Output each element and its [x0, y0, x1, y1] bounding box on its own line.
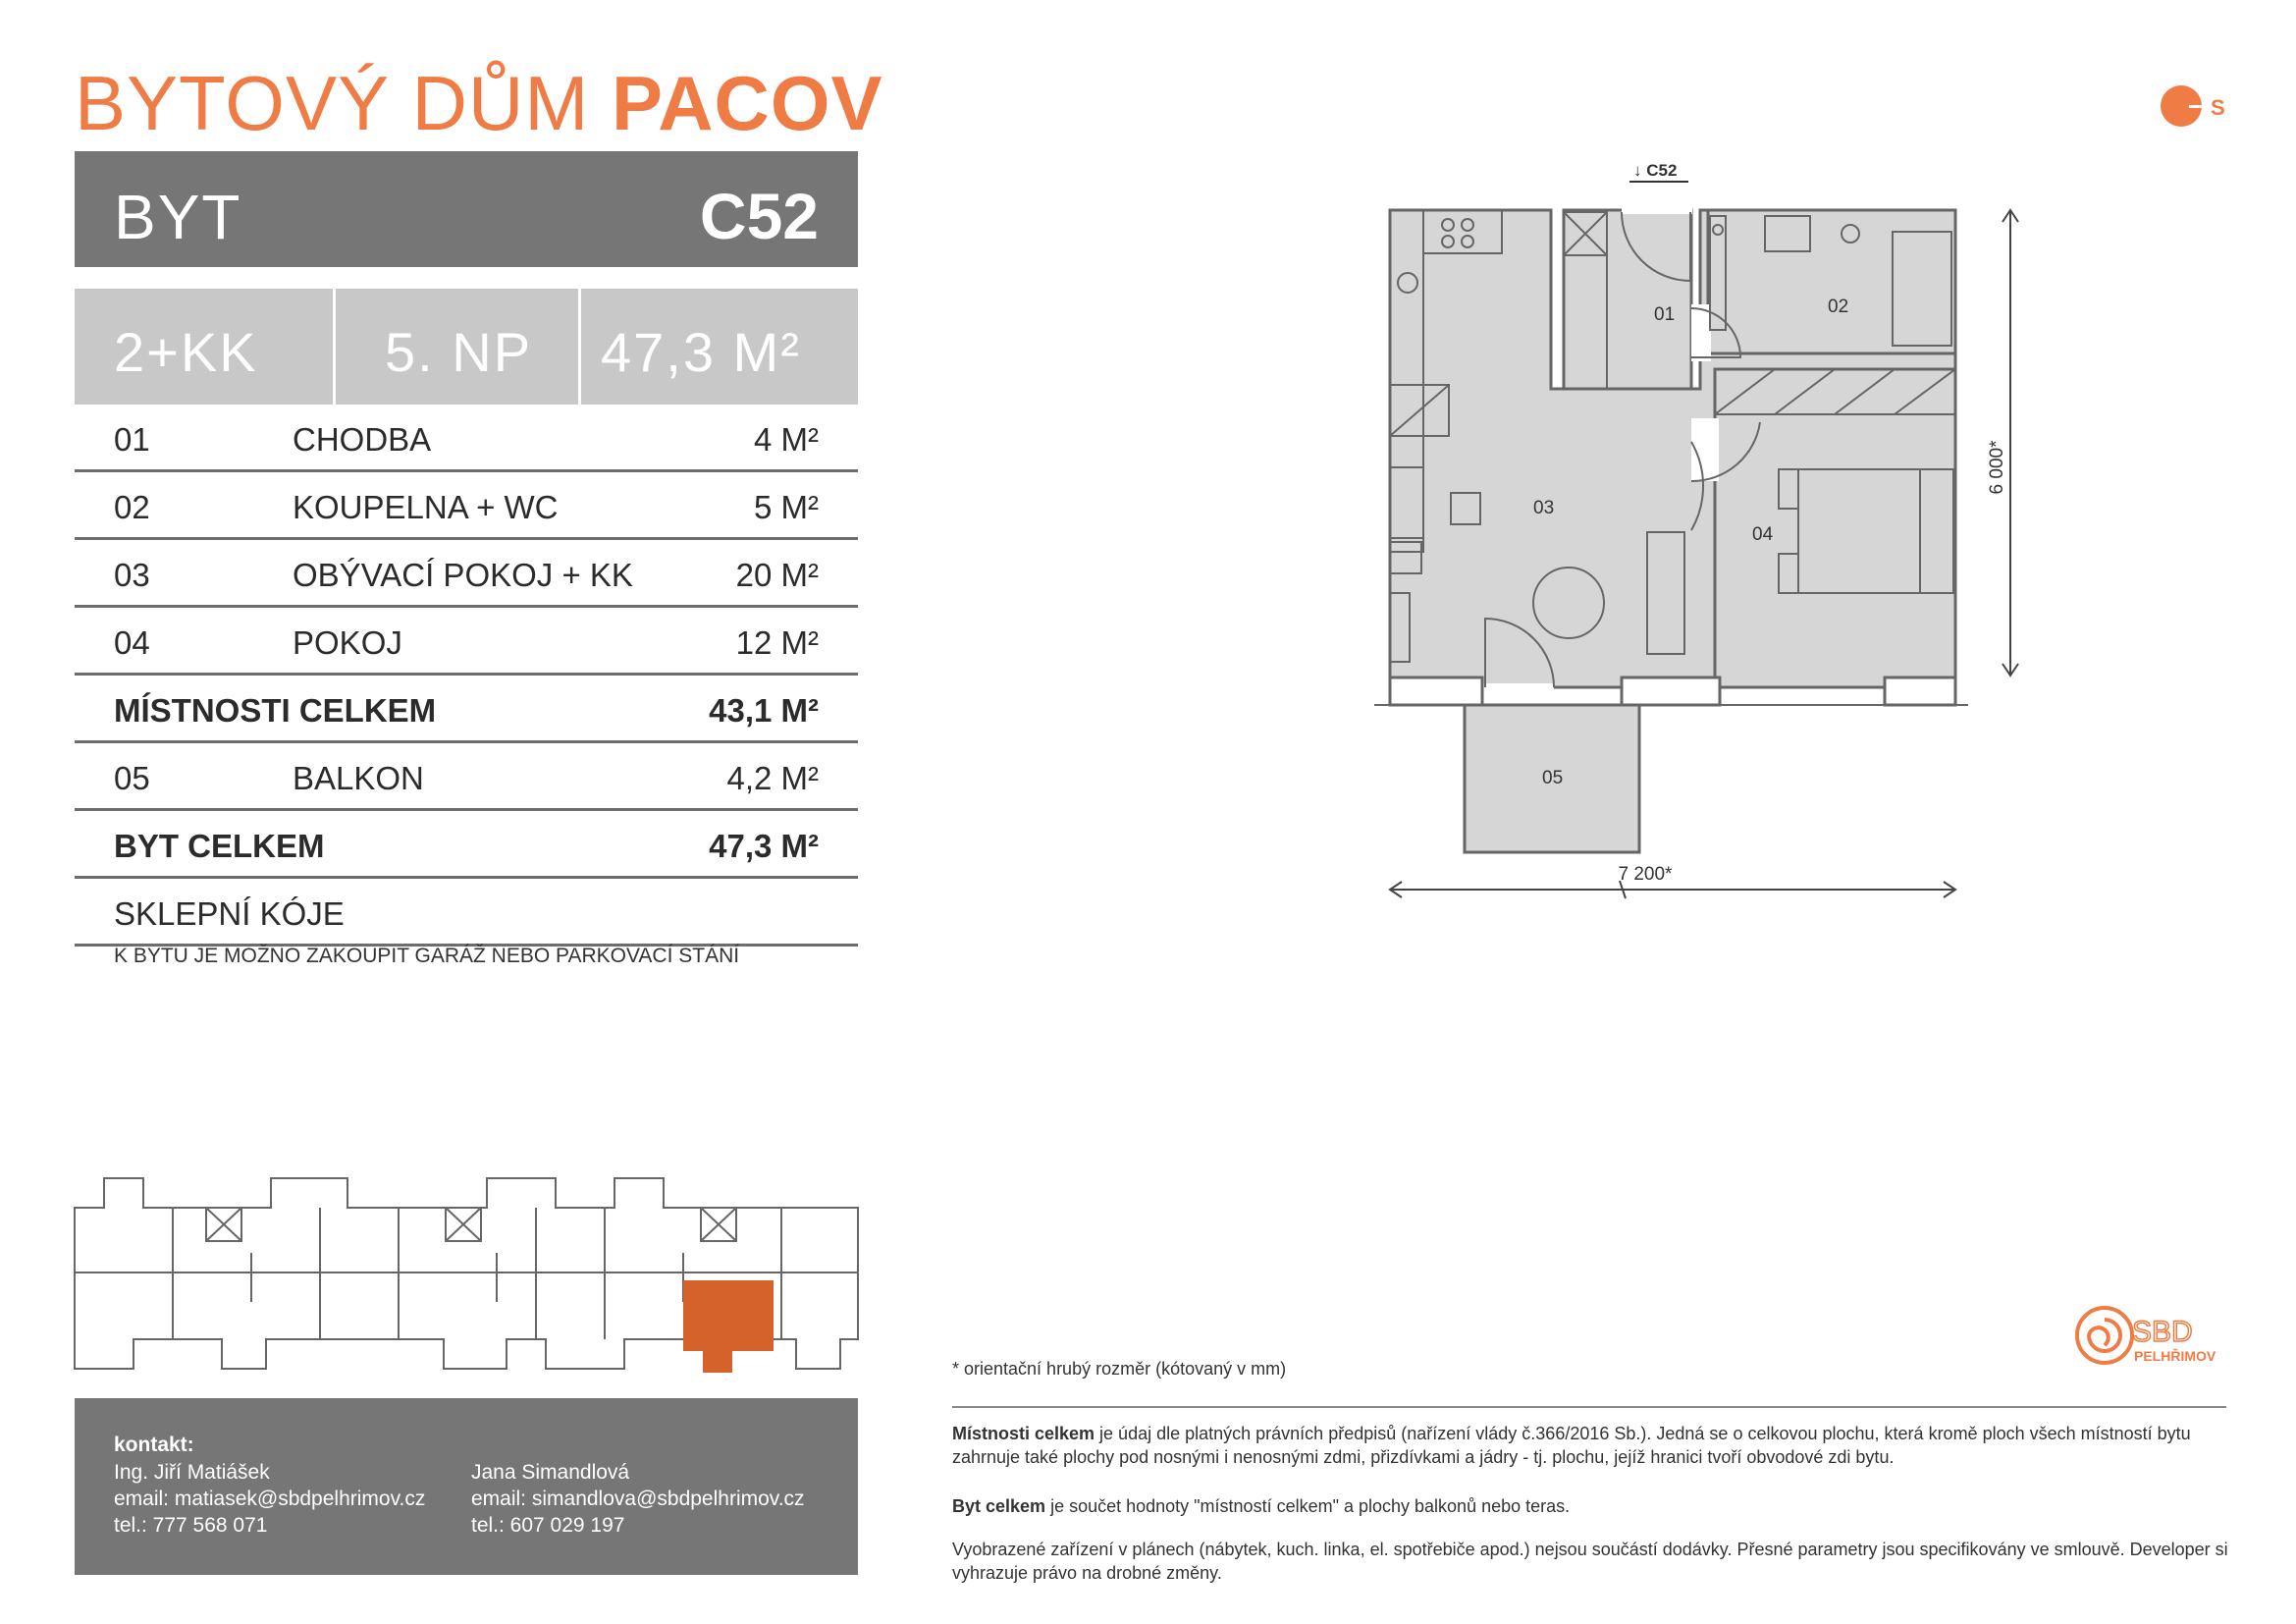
sbd-logo-text: SBD — [2132, 1316, 2193, 1348]
contact-box — [75, 1398, 858, 1575]
contact-person-2 — [471, 1459, 805, 1539]
unit-band — [75, 151, 858, 267]
floor-plan — [1355, 157, 2007, 903]
room-name: OBÝVACÍ POKOJ + KK — [293, 557, 633, 593]
page-title — [75, 60, 883, 146]
unit-label: BYT — [114, 182, 242, 252]
corner-logo-letter: S — [2211, 95, 2225, 120]
note-disclaimer: Vyobrazené zařízení v plánech (nábytek, kuch. linka, el. spotřebiče apod.) nejsou součástí dodávky. Přesné parametry jsou specifikovány ve smlouvě. Developer si vyhrazuje právo na drobné změny. — [952, 1540, 2228, 1583]
table-row — [75, 472, 858, 540]
room-area: 20 M² — [735, 557, 819, 593]
contact-phone[interactable]: tel.: 777 568 071 — [114, 1514, 268, 1537]
note-unit-total — [952, 1494, 2228, 1518]
spec-band — [75, 289, 858, 405]
note-text: je součet hodnoty "místností celkem" a plochy balkonů nebo teras. — [1045, 1496, 1571, 1516]
width-dimension: 7 200* — [1618, 864, 1673, 885]
corner-logo — [2160, 84, 2228, 128]
room-label: 05 — [1542, 768, 1564, 788]
spec-area: 47,3 M² — [601, 321, 801, 383]
garage-note: K BYTU JE MOŽNO ZAKOUPIT GARÁŽ NEBO PARKOVACÍ STÁNÍ — [114, 945, 740, 967]
rooms-total-row — [75, 676, 858, 743]
note-rooms-total — [952, 1422, 2228, 1469]
section-marker — [1629, 161, 1688, 182]
note-term: Byt celkem — [952, 1496, 1046, 1516]
contact-name: Ing. Jiří Matiášek — [114, 1461, 270, 1484]
room-number: 03 — [114, 557, 150, 593]
footnote: * orientační hrubý rozměr (kótovaný v mm) — [952, 1359, 1287, 1379]
height-dimension: 6 000* — [1987, 440, 2007, 495]
room-number: 02 — [114, 489, 150, 525]
room-area: 5 M² — [754, 489, 819, 525]
contact-name: Jana Simandlová — [471, 1461, 630, 1484]
table-row — [75, 743, 858, 811]
table-row — [75, 405, 858, 472]
spec-divider — [333, 289, 336, 405]
contact-label: kontakt: — [114, 1434, 194, 1456]
room-area: 4,2 M² — [726, 760, 819, 796]
cellar-label: SKLEPNÍ KÓJE — [114, 895, 345, 932]
room-name: BALKON — [293, 760, 424, 796]
unit-highlight — [683, 1280, 774, 1351]
spec-divider — [578, 289, 581, 405]
room-number: 05 — [114, 760, 150, 796]
room-name: POKOJ — [293, 624, 402, 661]
room-label: 01 — [1654, 304, 1676, 325]
room-label: 04 — [1752, 524, 1774, 545]
contact-person-1 — [114, 1459, 425, 1539]
section-label: ↓ C52 — [1633, 161, 1678, 180]
unit-code: C52 — [699, 180, 819, 252]
sbd-logo-subtext: PELHŘIMOV — [2134, 1348, 2216, 1364]
spec-floor: 5. NP — [385, 321, 533, 383]
rooms-total-label: MÍSTNOSTI CELKEM — [114, 692, 437, 729]
room-table — [75, 405, 858, 947]
room-number: 01 — [114, 421, 150, 458]
unit-total-label: BYT CELKEM — [114, 828, 325, 864]
sbd-logo — [2071, 1302, 2238, 1371]
unit-total-area: 47,3 M² — [709, 828, 819, 864]
contact-phone[interactable]: tel.: 607 029 197 — [471, 1514, 625, 1537]
contact-email[interactable]: email: matiasek@sbdpelhrimov.cz — [114, 1488, 426, 1510]
title-bold: PACOV — [611, 60, 883, 146]
room-label: 03 — [1533, 498, 1555, 518]
room-area: 4 M² — [754, 421, 819, 458]
room-label: 02 — [1828, 297, 1849, 317]
spec-layout: 2+KK — [114, 321, 258, 383]
building-key-plan — [75, 1174, 858, 1379]
table-row — [75, 540, 858, 608]
table-row — [75, 608, 858, 676]
room-number: 04 — [114, 624, 150, 661]
note-text: je údaj dle platných právních předpisů (nařízení vlády č.366/2016 Sb.). Jedná se o celkovou plochu, která kromě ploch všech místností bytu zahrnuje také plochy pod nosnými i nenosnými zdmi, přizdívkami a jádry - tj. plochu, jejíž hranici tvoří obvodové zdi bytu. — [952, 1424, 2191, 1467]
rooms-total-area: 43,1 M² — [709, 692, 819, 729]
room-name: CHODBA — [293, 421, 432, 458]
note-term: Místnosti celkem — [952, 1424, 1095, 1443]
divider — [952, 1406, 2226, 1408]
contact-email[interactable]: email: simandlova@sbdpelhrimov.cz — [471, 1488, 805, 1510]
title-light: BYTOVÝ DŮM — [75, 60, 590, 146]
room-name: KOUPELNA + WC — [293, 489, 559, 525]
room-area: 12 M² — [735, 624, 819, 661]
cellar-row — [75, 879, 858, 947]
unit-total-row — [75, 811, 858, 879]
